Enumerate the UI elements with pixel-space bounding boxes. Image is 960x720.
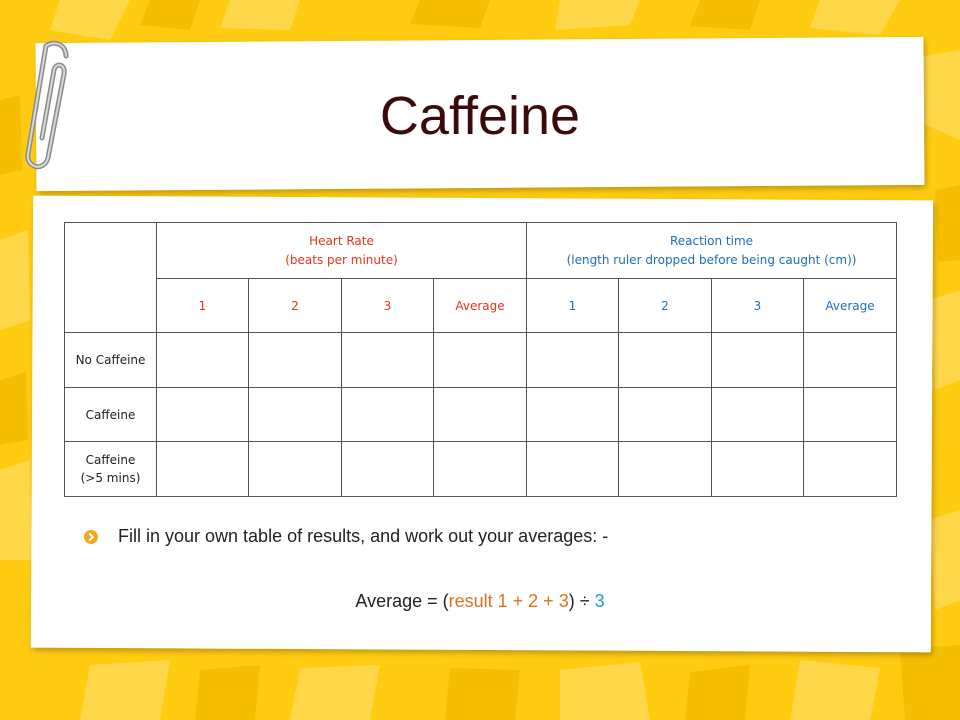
table-cell[interactable] (157, 388, 249, 442)
table-cell[interactable] (804, 388, 897, 442)
heart-rate-header (157, 223, 527, 279)
formula-prefix: Average = ( (355, 591, 449, 611)
table-row (65, 388, 897, 442)
table-cell[interactable] (342, 388, 434, 442)
table-cell[interactable] (434, 388, 527, 442)
table-cell[interactable] (342, 333, 434, 388)
paperclip-icon (14, 34, 84, 174)
arrow-bullet-icon (84, 530, 98, 544)
formula-result: result 1 + 2 + 3 (448, 591, 569, 611)
table-cell[interactable] (527, 333, 619, 388)
results-table (64, 222, 897, 497)
instruction-text: Fill in your own table of results, and work out your averages: - (118, 526, 609, 546)
hr-col-2: 2 (249, 279, 342, 333)
rt-col-average: Average (804, 279, 897, 333)
table-cell[interactable] (712, 388, 804, 442)
average-formula (0, 591, 960, 612)
table-cell[interactable] (249, 442, 342, 497)
table-cell[interactable] (527, 388, 619, 442)
rt-col-1: 1 (527, 279, 619, 333)
row-label-no-caffeine: No Caffeine (65, 333, 157, 388)
row-label-caffeine-5-mins: Caffeine (>5 mins) (65, 442, 157, 497)
formula-divisor: 3 (594, 591, 605, 611)
table-cell[interactable] (249, 333, 342, 388)
table-cell[interactable] (712, 333, 804, 388)
table-cell[interactable] (249, 388, 342, 442)
empty-corner-cell (65, 223, 157, 333)
table-row (65, 333, 897, 388)
rt-col-2: 2 (619, 279, 712, 333)
table-cell[interactable] (619, 442, 712, 497)
table-cell[interactable] (157, 333, 249, 388)
heart-rate-title: Heart Rate (309, 233, 374, 248)
table-cell[interactable] (342, 442, 434, 497)
table-row (65, 442, 897, 497)
reaction-time-header (527, 223, 897, 279)
table-cell[interactable] (619, 333, 712, 388)
table-cell[interactable] (434, 333, 527, 388)
table-cell[interactable] (804, 442, 897, 497)
reaction-time-subtitle: (length ruler dropped before being caught (cm)) (566, 252, 857, 267)
rt-col-3: 3 (712, 279, 804, 333)
formula-suffix: ) ÷ (568, 591, 595, 611)
hr-col-3: 3 (342, 279, 434, 333)
table-cell[interactable] (157, 442, 249, 497)
slide-title: Caffeine (379, 86, 581, 146)
heart-rate-subtitle: (beats per minute) (285, 252, 398, 267)
table-cell[interactable] (527, 442, 619, 497)
hr-col-average: Average (434, 279, 527, 333)
hr-col-1: 1 (157, 279, 249, 333)
row-label-caffeine: Caffeine (65, 388, 157, 442)
table-cell[interactable] (619, 388, 712, 442)
table-cell[interactable] (434, 442, 527, 497)
table-cell[interactable] (712, 442, 804, 497)
table-cell[interactable] (804, 333, 897, 388)
reaction-time-title: Reaction time (669, 233, 754, 248)
